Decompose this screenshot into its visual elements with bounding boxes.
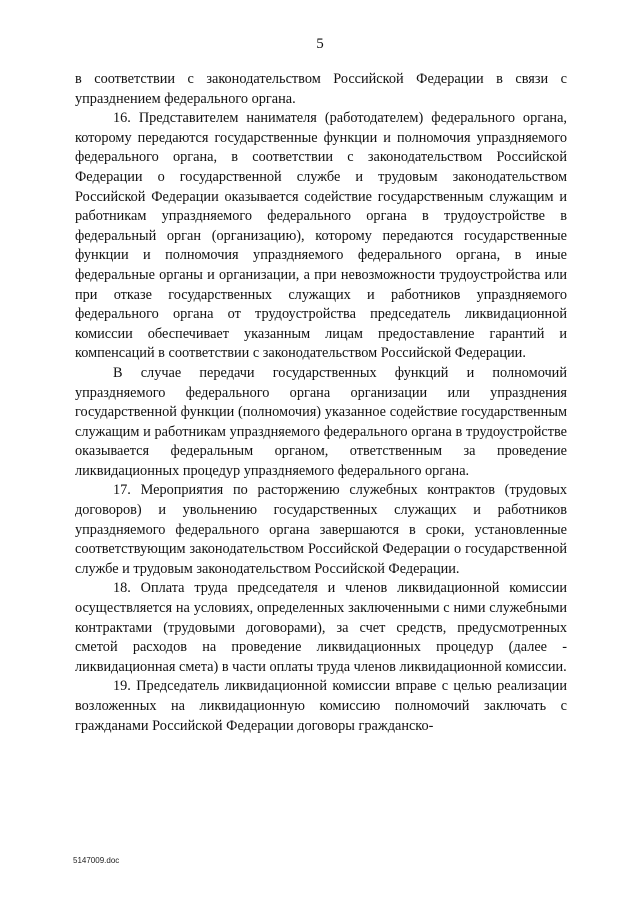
document-body	[75, 70, 567, 736]
paragraph-17: 17. Мероприятия по расторжению служебных контрактов (трудовых договоров) и увольнению государственных служащих и работников упраздняемого федерального органа завершаются в сроки, установленные соответствующим законодательством Российской Федерации о государственной службе и трудовым законодательством Российской Федерации.	[75, 482, 567, 577]
paragraph-continuation: в соответствии с законодательством Российской Федерации в связи с упразднением федерального органа.	[75, 71, 567, 107]
paragraph-16-transfer-case: В случае передачи государственных функций и полномочий упраздняемого федерального органа организации или упразднения государственной функции (полномочия) указанное содействие государственным служащим и работникам упраздняемого федерального органа в трудоустройстве оказывается федеральным органом, ответственным за проведение ликвидационных процедур упраздняемого федерального органа.	[75, 364, 567, 479]
page-number: 5	[316, 36, 324, 52]
document-filename: 5147009.doc	[73, 856, 120, 865]
paragraph-19: 19. Председатель ликвидационной комиссии вправе с целью реализации возложенных на ликвидационную комиссию полномочий заключать с гражданами Российской Федерации договоры гражданско-	[75, 678, 567, 734]
paragraph-18: 18. Оплата труда председателя и членов ликвидационной комиссии осуществляется на условиях, определенных заключенными с ними служебными контрактами (трудовыми договорами), за счет средств, предусмотренных сметой расходов на проведение ликвидационных процедур (далее - ликвидационная смета) в части оплаты труда членов ликвидационной комиссии.	[75, 580, 567, 675]
paragraph-16: 16. Представителем нанимателя (работодателем) федерального органа, которому передаются государственные функции и полномочия упраздняемого федерального органа, в соответствии с законодательством Российской Федерации о государственной службе и трудовым законодательством Российской Федерации оказывается содействие государственным служащим и работникам упраздняемого федерального органа в трудоустройстве в федеральный орган (организацию), которому передаются государственные функции и полномочия упраздняемого федерального органа, в иные федеральные органы и организации, а при невозможности трудоустройства или при отказе государственных служащих и работников упраздняемого федерального органа от трудоустройства председатель ликвидационной комиссии обеспечивает указанным лицам предоставление гарантий и компенсаций в соответствии с законодательством Российской Федерации.	[75, 110, 567, 362]
